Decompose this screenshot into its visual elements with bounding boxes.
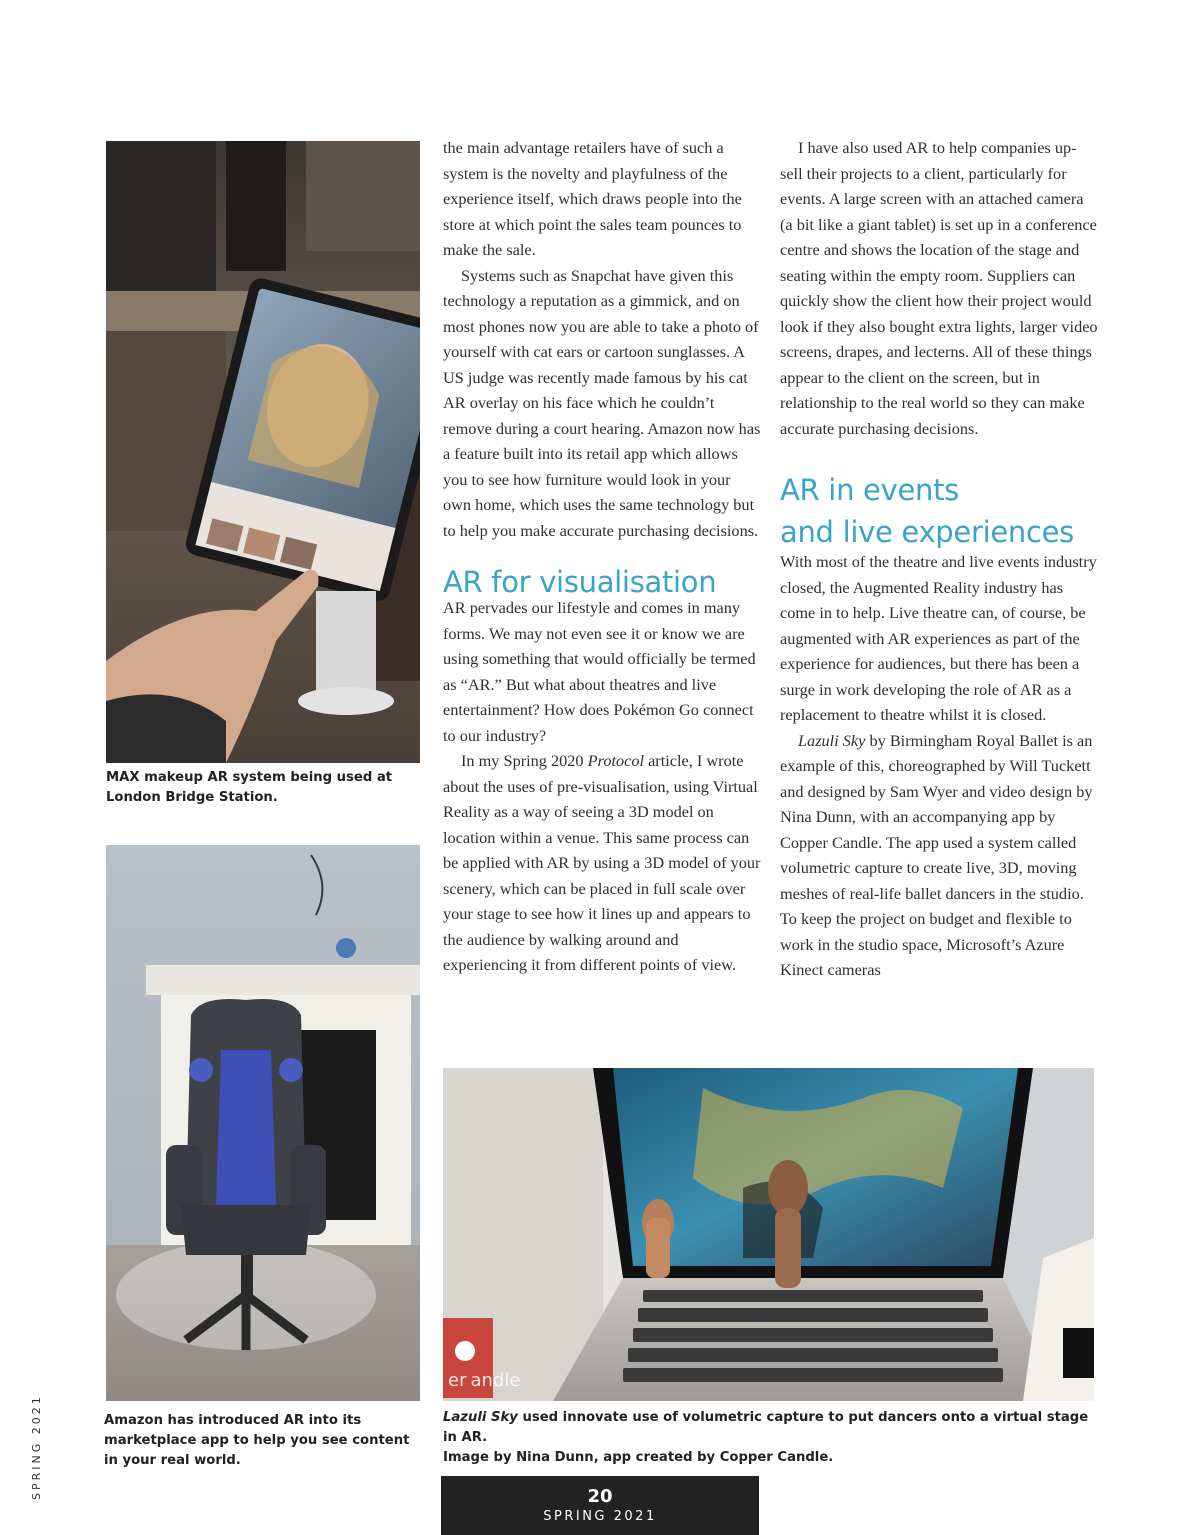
lazuli-sky-italic: Lazuli Sky (798, 730, 866, 750)
makeup-ar-photo (106, 141, 420, 763)
chair-ar-photo (106, 845, 420, 1401)
lazuli-sky-photo (443, 1068, 1094, 1401)
col1-paragraph-3: AR pervades our lifestyle and comes in many forms. We may not even see it or know we are using something that would officially be termed as “AR.” But what about theatres and live entertainment? How does Pokémon Go connect to our industry? (443, 598, 756, 745)
col1-paragraph-4: In my Spring 2020 Protocol article, I wrote about the uses of pre-visualisation, using Virtual Reality as a way of seeing a 3D model on location within a venue. This same process can be applied with AR by using a 3D model of your scenery, which can be placed in full scale over your stage to see how it lines up and appears to the audience by walking around and experiencing it from different points of view. (443, 751, 761, 974)
page-footer-tab (441, 1476, 759, 1535)
heading-ar-for-visualisation: AR for visualisation (443, 565, 717, 599)
laptop-watermark-text: er andle (448, 1370, 521, 1391)
makeup-photo-caption: MAX makeup AR system being used at London Bridge Station. (106, 770, 393, 805)
col2-paragraph-2: With most of the theatre and live events industry closed, the Augmented Reality industry has come in to help. Live theatre can, of course, be augmented with AR experiences as part of the experience for audiences, but there has been a surge in work developing the role of AR as a replacement to theatre whilst it is closed. (780, 552, 1097, 724)
caption-credit: Image by Nina Dunn, app created by Copper Candle. (443, 1450, 834, 1465)
caption-italic-title: Lazuli Sky (443, 1410, 518, 1425)
col1-paragraph-2: Systems such as Snapchat have given this technology a reputation as a gimmick, and on most phones now you are able to take a photo of yourself with cat ears or cartoon sunglasses. A US judge was recently made famous by his cat AR overlay on his face which he couldn’t remove during a court hearing. Amazon now has a feature built into its retail app which allows you to see how furniture would look in your own home, which uses the same technology but to help you make accurate purchasing decisions. (443, 265, 761, 540)
laptop-ar-illustration (443, 1068, 1094, 1401)
chair-ar-illustration (106, 845, 420, 1401)
side-issue-label: SPRING 2021 (30, 1394, 43, 1500)
footer-issue: SPRING 2021 (543, 1509, 657, 1524)
col1-paragraph-1: the main advantage retailers have of such a system is the novelty and playfulness of the experience itself, which draws people into the store at which point the sales team pounces to make the sale. (443, 138, 742, 259)
protocol-italic: Protocol (587, 751, 645, 770)
heading-ar-in-events: AR in events and live experiences (780, 473, 1074, 549)
chair-photo-caption: Amazon has introduced AR into its marketplace app to help you see content in your real world. (104, 1413, 410, 1468)
article-column-1 (443, 135, 761, 978)
article-column-2 (780, 135, 1098, 983)
page-number: 20 (587, 1486, 613, 1507)
caption-text: used innovate use of volumetric capture to put dancers onto a virtual stage in AR. (443, 1410, 1089, 1445)
col2-paragraph-3: Lazuli Sky by Birmingham Royal Ballet is an example of this, choreographed by Will Tuckett and designed by Sam Wyer and video design by Nina Dunn, with an accompanying app by Copper Candle. The app used a system called volumetric capture to create live, 3D, moving meshes of real-life ballet dancers in the studio. To keep the project on budget and flexible to work in the studio space, Microsoft’s Azure Kinect cameras (780, 730, 1093, 979)
lazuli-sky-caption (443, 1408, 1093, 1468)
makeup-ar-illustration (106, 141, 420, 763)
col2-paragraph-1: I have also used AR to help companies up-sell their projects to a client, particularly for events. A large screen with an attached camera (a bit like a giant tablet) is set up in a conference centre and shows the location of the stage and seating within the empty room. Suppliers can quickly show the client how their project would look if they also bought extra lights, larger video screens, drapes, and lecterns. All of these things appear to the client on the screen, but in relationship to the real world so they can make accurate purchasing decisions. (780, 138, 1098, 438)
